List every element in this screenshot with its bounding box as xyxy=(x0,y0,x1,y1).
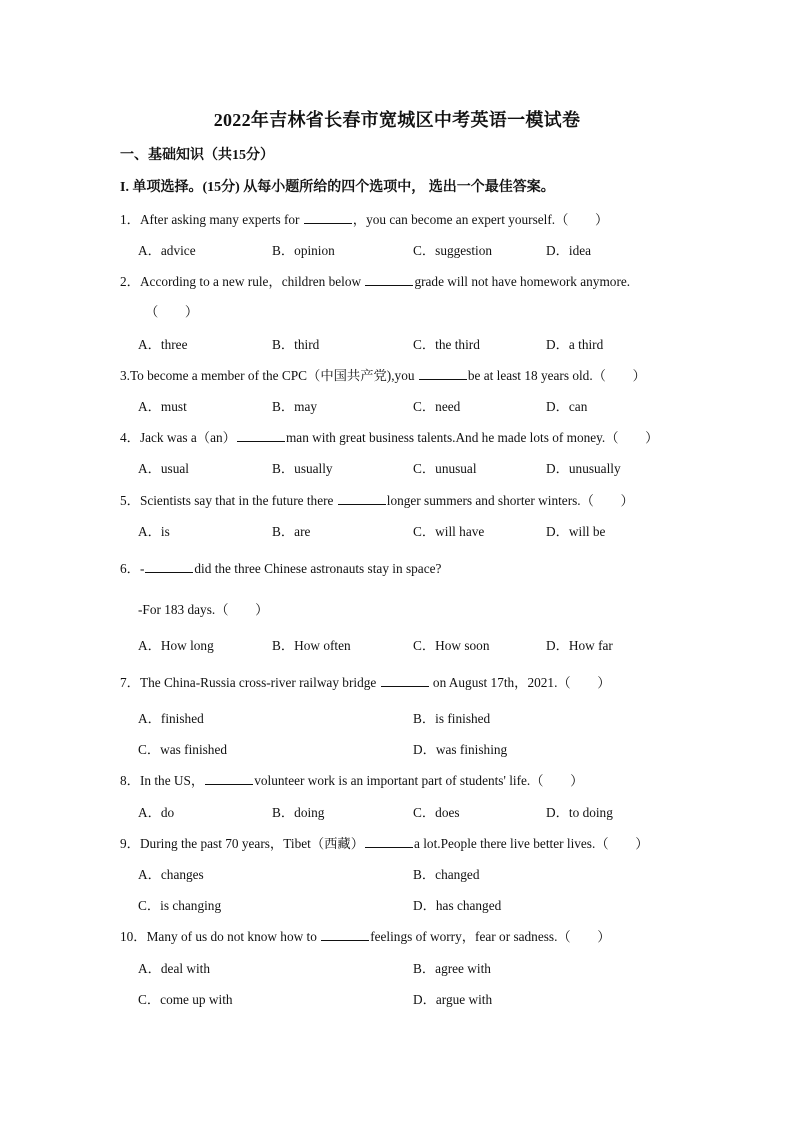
option-a: A．deal with xyxy=(138,961,211,976)
answer-parentheses: （ ） xyxy=(555,212,609,227)
option-a: A．do xyxy=(138,805,175,820)
question-8 xyxy=(120,770,583,789)
option-a: A．advice xyxy=(138,243,196,258)
answer-parentheses: （ ） xyxy=(557,675,611,690)
question-text: 5．Scientists say that in the future there xyxy=(120,493,337,508)
instruction-text: I. 单项选择。(15分) 从每小题所给的四个选项中， 选出一个最佳答案。 xyxy=(120,180,555,195)
question-9 xyxy=(120,833,649,852)
option-c: C．is changing xyxy=(138,898,222,913)
option-d: D．to doing xyxy=(546,805,613,820)
question-text: 8．In the US， xyxy=(120,773,205,788)
option-c: C．need xyxy=(413,399,461,414)
question-text: 6．- xyxy=(120,561,145,576)
option-b: B．is finished xyxy=(413,711,491,726)
option-a: A．How long xyxy=(138,638,214,653)
option-c: C．How soon xyxy=(413,638,490,653)
question-text: man with great business talents.And he made lots of money. xyxy=(285,430,606,445)
option-d: D．will be xyxy=(546,524,606,539)
option-b: B．changed xyxy=(413,867,480,882)
page-title: 2022年吉林省长春市宽城区中考英语一模试卷 xyxy=(213,110,581,130)
option-d: D．idea xyxy=(546,243,592,258)
option-a: A．changes xyxy=(138,867,204,882)
option-d: D．How far xyxy=(546,638,613,653)
question-text: 4．Jack was a（an） xyxy=(120,430,236,445)
answer-parentheses: （ ） xyxy=(580,493,634,508)
answer-blank xyxy=(145,561,193,573)
question-6 xyxy=(120,558,441,577)
question-text: 3.To become a member of the CPC（中国共产党),you xyxy=(120,368,418,383)
option-b: B．third xyxy=(272,337,320,352)
answer-blank xyxy=(321,929,369,941)
answer-blank xyxy=(365,836,413,848)
option-b: B．How often xyxy=(272,638,351,653)
option-d: D．a third xyxy=(546,337,604,352)
option-d: D．has changed xyxy=(413,898,502,913)
option-c: C．unusual xyxy=(413,461,477,476)
question-text: a lot.People there live better lives. xyxy=(414,836,596,851)
answer-blank xyxy=(237,430,285,442)
dialogue-response xyxy=(138,599,268,618)
option-d: D．was finishing xyxy=(413,742,508,757)
section-heading: 一、基础知识（共15分） xyxy=(120,148,274,163)
option-c: C．will have xyxy=(413,524,485,539)
question-text: volunteer work is an important part of students' life. xyxy=(254,773,531,788)
question-text: 7．The China-Russia cross-river railway bridge xyxy=(120,675,380,690)
option-a: A．is xyxy=(138,524,170,539)
question-text: be at least 18 years old. xyxy=(467,368,593,383)
question-text: 10．Many of us do not know how to xyxy=(120,929,321,944)
question-text: 9．During the past 70 years，Tibet（西藏） xyxy=(120,836,365,851)
question-2 xyxy=(120,271,630,290)
question-text: feelings of worry，fear or sadness. xyxy=(370,929,558,944)
option-c: C．the third xyxy=(413,337,480,352)
option-a: A．three xyxy=(138,337,188,352)
option-b: B．opinion xyxy=(272,243,335,258)
option-b: B．may xyxy=(272,399,318,414)
option-b: B．are xyxy=(272,524,311,539)
option-c: C．suggestion xyxy=(413,243,493,258)
option-d: D．can xyxy=(546,399,588,414)
option-d: D．argue with xyxy=(413,992,493,1007)
answer-blank xyxy=(365,274,413,286)
answer-parentheses: （ ） xyxy=(595,836,649,851)
answer-blank xyxy=(338,493,386,505)
question-3 xyxy=(120,365,646,384)
answer-blank xyxy=(381,675,429,687)
option-b: B．usually xyxy=(272,461,333,476)
question-text: 1．After asking many experts for xyxy=(120,212,303,227)
answer-parentheses: （ ） xyxy=(530,773,584,788)
option-a: A．must xyxy=(138,399,187,414)
question-text: 2．According to a new rule，children below xyxy=(120,274,365,289)
question-4 xyxy=(120,427,658,446)
question-5 xyxy=(120,490,634,509)
response-text: -For 183 days. xyxy=(138,602,216,617)
question-text: did the three Chinese astronauts stay in space? xyxy=(194,561,442,576)
answer-blank xyxy=(205,773,253,785)
option-b: B．agree with xyxy=(413,961,491,976)
option-c: C．was finished xyxy=(138,742,228,757)
option-b: B．doing xyxy=(272,805,325,820)
question-1 xyxy=(120,209,608,228)
answer-blank xyxy=(419,368,467,380)
answer-parentheses: （ ） xyxy=(605,430,659,445)
option-a: A．usual xyxy=(138,461,189,476)
answer-parentheses: （ ） xyxy=(557,929,611,944)
question-text: on August 17th，2021. xyxy=(429,675,558,690)
answer-parentheses: （ ） xyxy=(592,368,646,383)
option-c: C．does xyxy=(413,805,460,820)
question-text: ，you can become an expert yourself. xyxy=(352,212,556,227)
option-c: C．come up with xyxy=(138,992,233,1007)
option-d: D．unusually xyxy=(546,461,621,476)
option-a: A．finished xyxy=(138,711,204,726)
question-text: grade will not have homework anymore. xyxy=(414,274,631,289)
question-text: longer summers and shorter winters. xyxy=(386,493,581,508)
question-10 xyxy=(120,926,611,945)
question-7 xyxy=(120,672,611,691)
answer-blank xyxy=(304,212,352,224)
answer-parentheses: （ ） xyxy=(215,602,269,617)
answer-parentheses: （ ） xyxy=(145,304,199,319)
